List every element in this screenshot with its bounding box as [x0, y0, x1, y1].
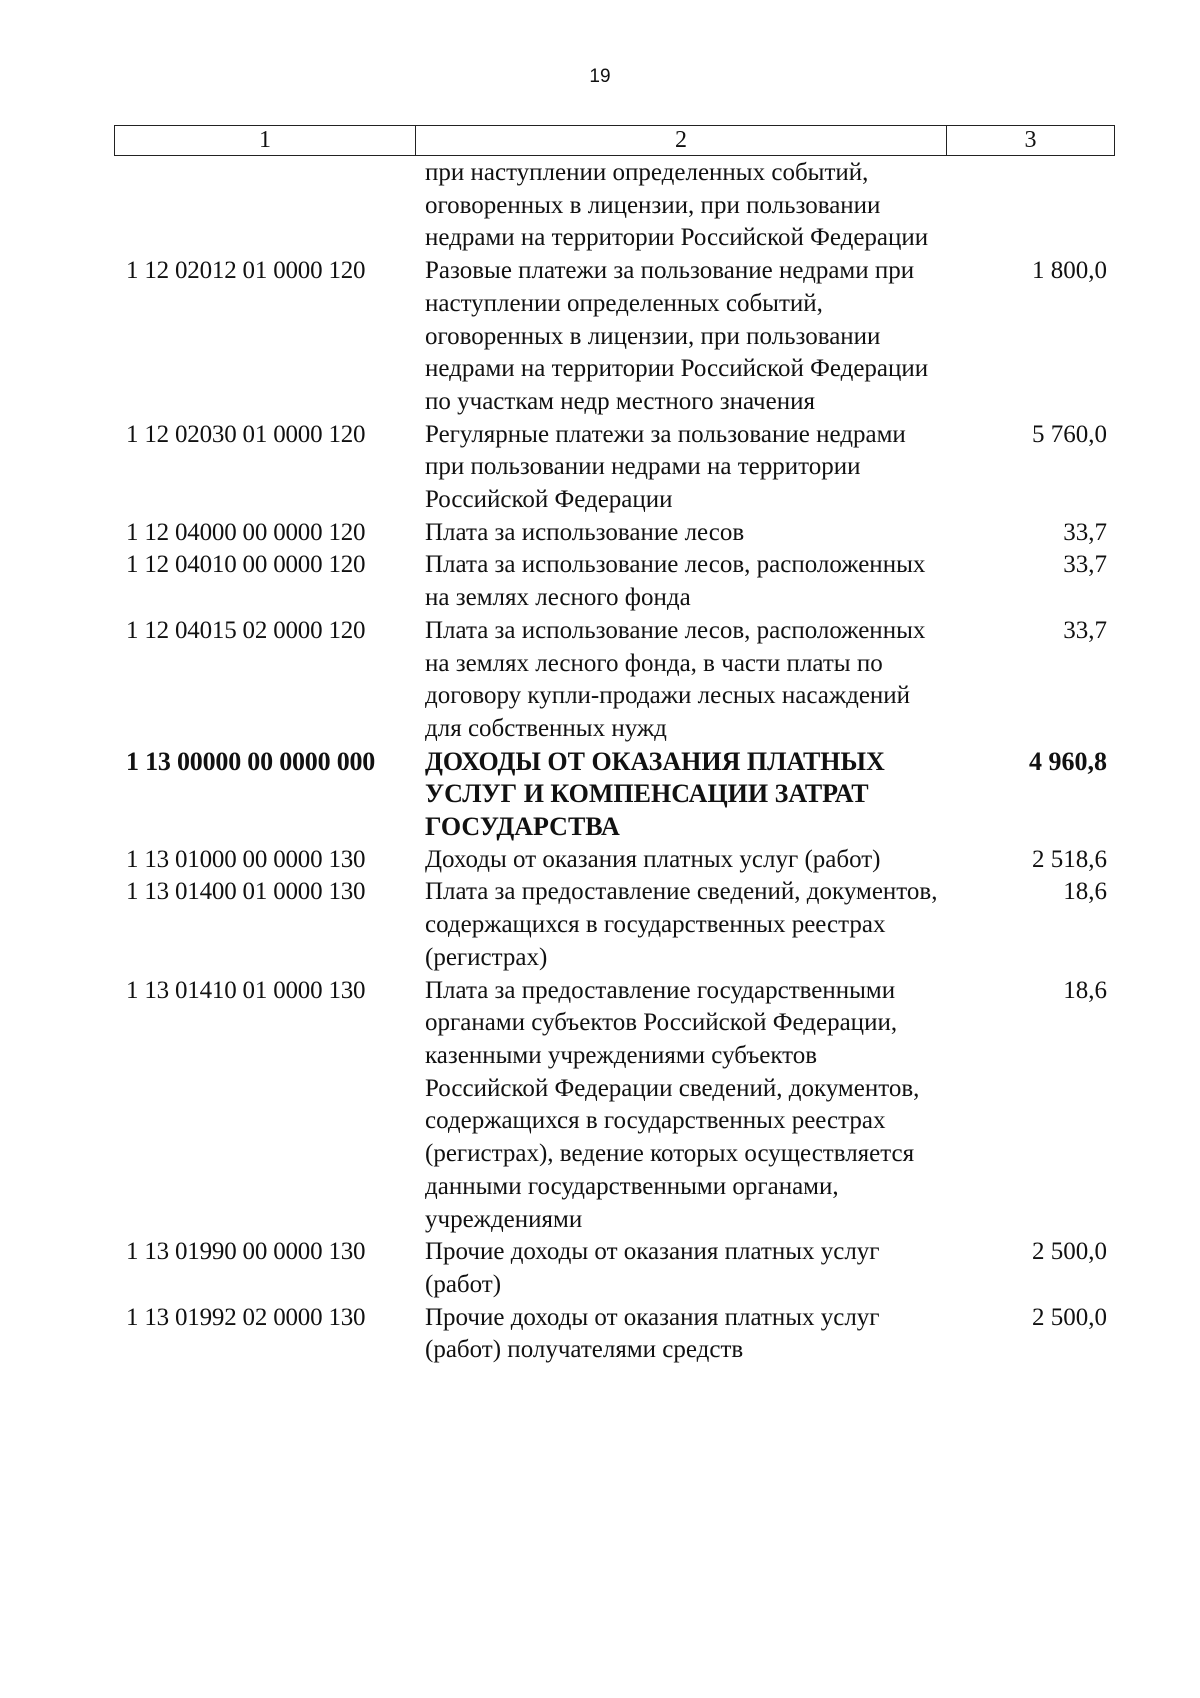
revenue-name: Плата за предоставление государственными органами субъектов Российской Федерации, казенными учреждениями субъектов Российской Федерации сведений, документов, содержащихся в государственных реестрах (регистрах), ведение которых осуществляется данными государственными органами, учреждениями [425, 976, 920, 1233]
table-row [114, 975, 1115, 1237]
page-number: 19 [589, 66, 611, 87]
header-col-2: 2 [415, 126, 946, 155]
budget-code: 1 13 01400 01 0000 130 [126, 878, 366, 906]
revenue-name: Регулярные платежи за пользование недрами при пользовании недрами на территории Российской Федерации [425, 420, 906, 514]
amount: 18,6 [1063, 878, 1107, 906]
table-row [114, 1236, 1115, 1301]
revenue-name: Прочие доходы от оказания платных услуг (работ) получателями средств [425, 1303, 880, 1364]
revenue-name: Плата за использование лесов, расположенных на землях лесного фонда [425, 551, 926, 612]
amount: 2 500,0 [1032, 1238, 1107, 1266]
budget-code: 1 13 01410 01 0000 130 [126, 976, 366, 1004]
header-col-3: 3 [946, 126, 1115, 155]
revenue-name: Плата за использование лесов [425, 518, 745, 546]
table-row [114, 255, 1115, 419]
header-col-1: 1 [114, 126, 415, 155]
table-row [114, 517, 1115, 550]
table-row-section-heading [114, 746, 1115, 844]
amount: 33,7 [1063, 551, 1107, 579]
amount: 1 800,0 [1032, 257, 1107, 285]
amount: 33,7 [1063, 518, 1107, 546]
amount: 4 960,8 [1029, 746, 1107, 776]
budget-code: 1 12 04010 00 0000 120 [126, 551, 366, 579]
table-row [114, 615, 1115, 746]
budget-code: 1 12 04015 02 0000 120 [126, 616, 366, 644]
amount: 2 500,0 [1032, 1303, 1107, 1331]
budget-code: 1 13 01990 00 0000 130 [126, 1238, 366, 1266]
table-row [114, 549, 1115, 614]
amount: 2 518,6 [1032, 845, 1107, 873]
table-row [114, 157, 1115, 255]
revenue-name: ДОХОДЫ ОТ ОКАЗАНИЯ ПЛАТНЫХ УСЛУГ И КОМПЕНСАЦИИ ЗАТРАТ ГОСУДАРСТВА [425, 746, 885, 842]
revenue-name: Плата за предоставление сведений, документов, содержащихся в государственных реестрах (регистрах) [425, 878, 938, 971]
table-row [114, 844, 1115, 877]
budget-code: 1 13 01992 02 0000 130 [126, 1303, 366, 1331]
budget-code: 1 12 02012 01 0000 120 [126, 257, 366, 285]
budget-code: 1 13 00000 00 0000 000 [126, 746, 376, 776]
amount: 5 760,0 [1032, 420, 1107, 448]
table-row [114, 419, 1115, 517]
table-body [114, 157, 1115, 1367]
revenue-name: Прочие доходы от оказания платных услуг (работ) [425, 1238, 880, 1298]
budget-code: 1 12 04000 00 0000 120 [126, 518, 366, 546]
revenue-name: при наступлении определенных событий, оговоренных в лицензии, при пользовании недрами на территории Российской Федерации [425, 159, 929, 252]
table-row [114, 876, 1115, 974]
table-row [114, 1302, 1115, 1367]
budget-code: 1 13 01000 00 0000 130 [126, 845, 366, 873]
table-header [114, 125, 1115, 156]
budget-code: 1 12 02030 01 0000 120 [126, 420, 366, 448]
amount: 33,7 [1063, 616, 1107, 644]
revenue-name: Разовые платежи за пользование недрами при наступлении определенных событий, оговоренных в лицензии, при пользовании недрами на территории Российской Федерации по участкам недр местного значения [425, 257, 929, 415]
revenue-name: Плата за использование лесов, расположенных на землях лесного фонда, в части платы по договору купли-продажи лесных насаждений для собственных нужд [425, 616, 926, 742]
revenue-name: Доходы от оказания платных услуг (работ) [425, 845, 881, 873]
amount: 18,6 [1063, 976, 1107, 1004]
